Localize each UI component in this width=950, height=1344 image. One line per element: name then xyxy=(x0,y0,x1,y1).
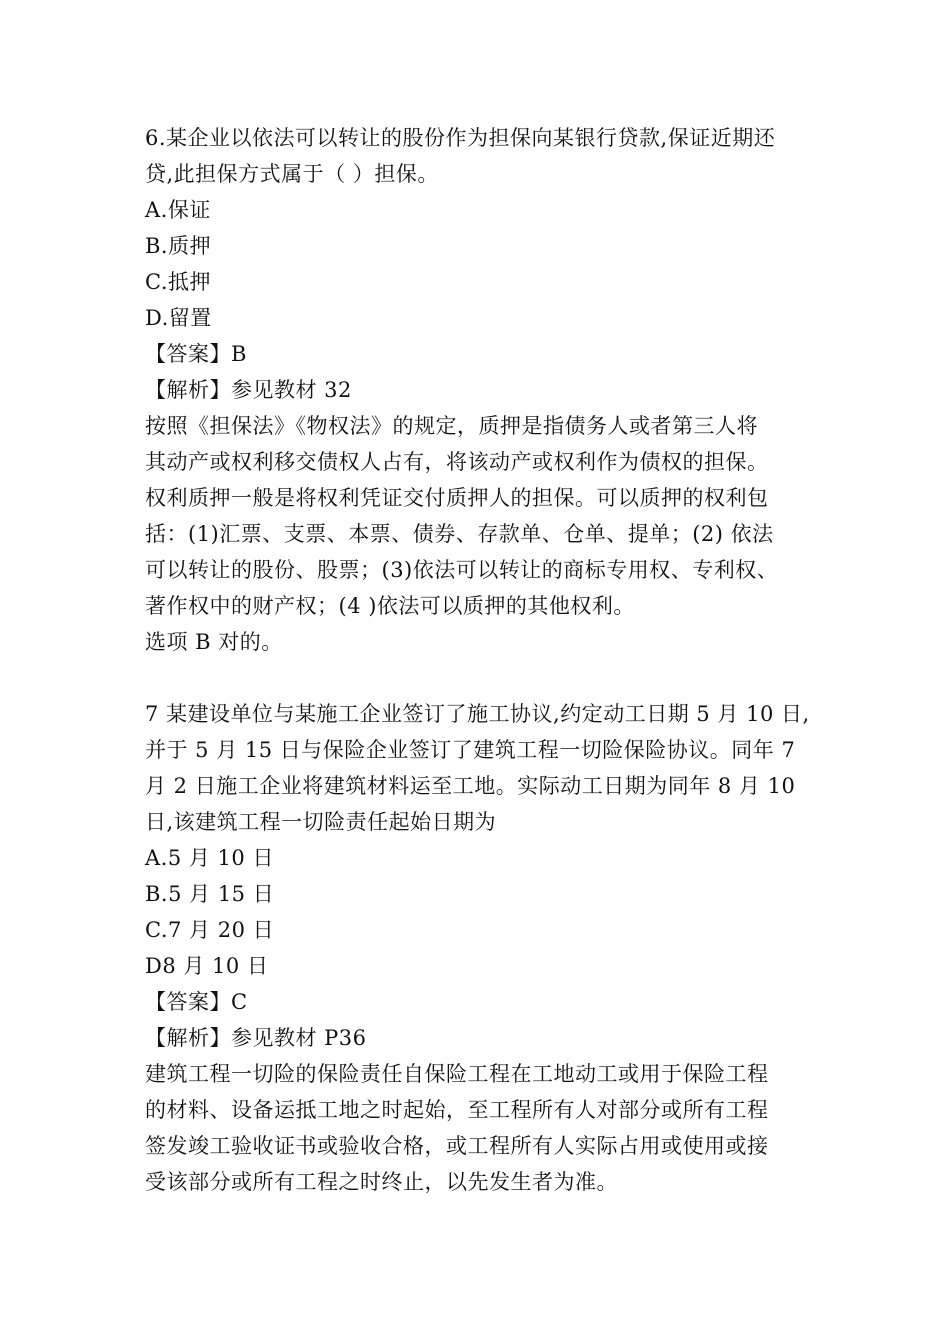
question-7 xyxy=(145,696,825,1200)
option-c: C.抵押 xyxy=(145,270,211,294)
analysis-line: 签发竣工验收证书或验收合格，或工程所有人实际占用或使用或接 xyxy=(145,1134,769,1158)
answer-label: 【答案】B xyxy=(145,342,247,366)
question-stem-line: 月 2 日施工企业将建筑材料运至工地。实际动工日期为同年 8 月 10 xyxy=(145,774,796,798)
analysis-line: 建筑工程一切险的保险责任自保险工程在工地动工或用于保险工程 xyxy=(145,1062,769,1086)
paragraph-gap xyxy=(145,660,825,696)
question-stem-line: 贷,此担保方式属于（ ）担保。 xyxy=(145,162,439,186)
analysis-line: 其动产或权利移交债权人占有，将该动产或权利作为债权的担保。 xyxy=(145,450,769,474)
analysis-line: 括：(1)汇票、支票、本票、债券、存款单、仓单、提单；(2) 依法 xyxy=(145,522,774,546)
analysis-line: 按照《担保法》《物权法》的规定，质押是指债务人或者第三人将 xyxy=(145,414,758,438)
analysis-conclusion: 选项 B 对的。 xyxy=(145,630,283,654)
question-6 xyxy=(145,120,825,660)
analysis-reference: 【解析】参见教材 32 xyxy=(145,378,352,402)
analysis-line: 权利质押一般是将权利凭证交付质押人的担保。可以质押的权利包 xyxy=(145,486,769,510)
option-d: D8 月 10 日 xyxy=(145,954,269,978)
question-stem-line: 日,该建筑工程一切险责任起始日期为 xyxy=(145,810,497,834)
analysis-line: 可以转让的股份、股票；(3)依法可以转让的商标专用权、专利权、 xyxy=(145,558,779,582)
question-stem-line: 6.某企业以依法可以转让的股份作为担保向某银行贷款,保证近期还 xyxy=(145,126,776,150)
question-stem-line: 并于 5 月 15 日与保险企业签订了建筑工程一切险保险协议。同年 7 xyxy=(145,738,796,762)
option-d: D.留置 xyxy=(145,306,212,330)
answer-label: 【答案】C xyxy=(145,990,248,1014)
option-b: B.5 月 15 日 xyxy=(145,882,275,906)
option-a: A.5 月 10 日 xyxy=(145,846,274,870)
analysis-line: 受该部分或所有工程之时终止，以先发生者为准。 xyxy=(145,1170,618,1194)
question-stem-line: 7 某建设单位与某施工企业签订了施工协议,约定动工日期 5 月 10 日, xyxy=(145,702,810,726)
analysis-line: 的材料、设备运抵工地之时起始，至工程所有人对部分或所有工程 xyxy=(145,1098,769,1122)
option-b: B.质押 xyxy=(145,234,212,258)
option-a: A.保证 xyxy=(145,198,211,222)
analysis-reference: 【解析】参见教材 P36 xyxy=(145,1026,367,1050)
analysis-line: 著作权中的财产权；(4 )依法可以质押的其他权利。 xyxy=(145,594,635,618)
document-page xyxy=(145,120,825,1200)
option-c: C.7 月 20 日 xyxy=(145,918,275,942)
